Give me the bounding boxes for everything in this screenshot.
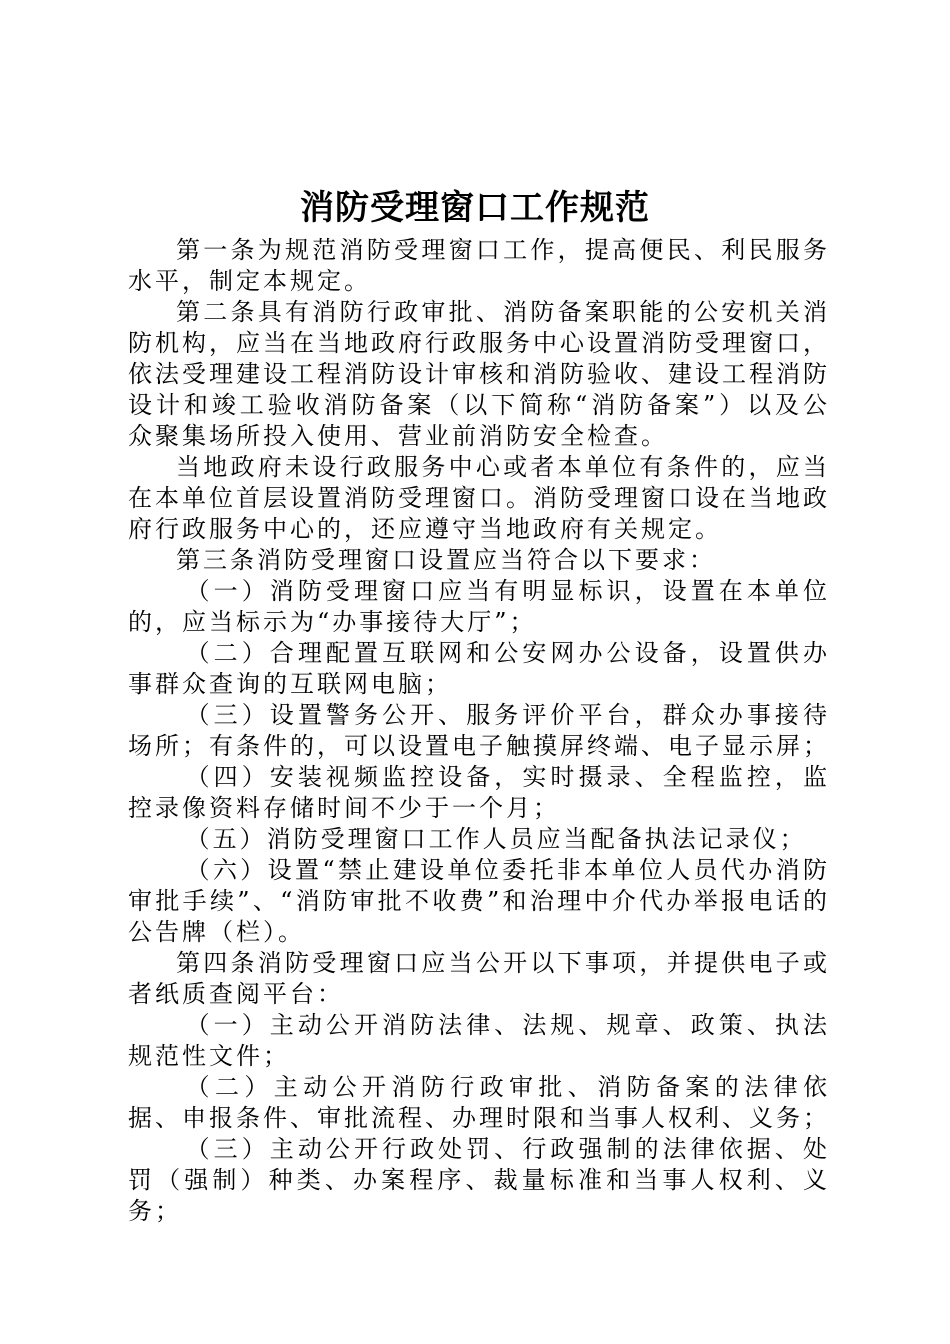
paragraph-article-1: 第一条为规范消防受理窗口工作，提高便民、利民服务水平，制定本规定。: [128, 236, 830, 295]
list-item: （三）主动公开行政处罚、行政强制的法律依据、处罚（强制）种类、办案程序、裁量标准和当事人权利、义务；: [128, 1135, 830, 1225]
list-item: （二）合理配置互联网和公安网办公设备，设置供办事群众查询的互联网电脑；: [128, 639, 830, 698]
paragraph-article-2: 第二条具有消防行政审批、消防备案职能的公安机关消防机构，应当在当地政府行政服务中心设置消防受理窗口，依法受理建设工程消防设计审核和消防验收、建设工程消防设计和竣工验收消防备案（以下简称“消防备案”）以及公众聚集场所投入使用、营业前消防安全检查。: [128, 298, 830, 450]
paragraph-article-2-supplement: 当地政府未设行政服务中心或者本单位有条件的，应当在本单位首层设置消防受理窗口。消防受理窗口设在当地政府行政服务中心的，还应遵守当地政府有关规定。: [128, 453, 830, 543]
list-item: （二）主动公开消防行政审批、消防备案的法律依据、申报条件、审批流程、办理时限和当事人权利、义务；: [128, 1073, 830, 1132]
document-title: 消防受理窗口工作规范: [300, 188, 650, 228]
list-item: （一）主动公开消防法律、法规、规章、政策、执法规范性文件；: [128, 1011, 830, 1070]
paragraph-article-3: 第三条消防受理窗口设置应当符合以下要求：: [176, 546, 716, 574]
list-item: （四）安装视频监控设备，实时摄录、全程监控，监控录像资料存储时间不少于一个月；: [128, 763, 830, 822]
paragraph-article-4: 第四条消防受理窗口应当公开以下事项，并提供电子或者纸质查阅平台：: [128, 949, 830, 1008]
list-item: （一）消防受理窗口应当有明显标识，设置在本单位的，应当标示为“办事接待大厅”；: [128, 577, 830, 636]
list-item: （六）设置“禁止建设单位委托非本单位人员代办消防审批手续”、“消防审批不收费”和治理中介代办举报电话的公告牌（栏）。: [128, 856, 830, 946]
list-item: （五）消防受理窗口工作人员应当配备执法记录仪；: [185, 825, 807, 853]
list-item: （三）设置警务公开、服务评价平台，群众办事接待场所；有条件的，可以设置电子触摸屏终端、电子显示屏；: [128, 701, 830, 760]
document-body: [128, 235, 830, 1227]
